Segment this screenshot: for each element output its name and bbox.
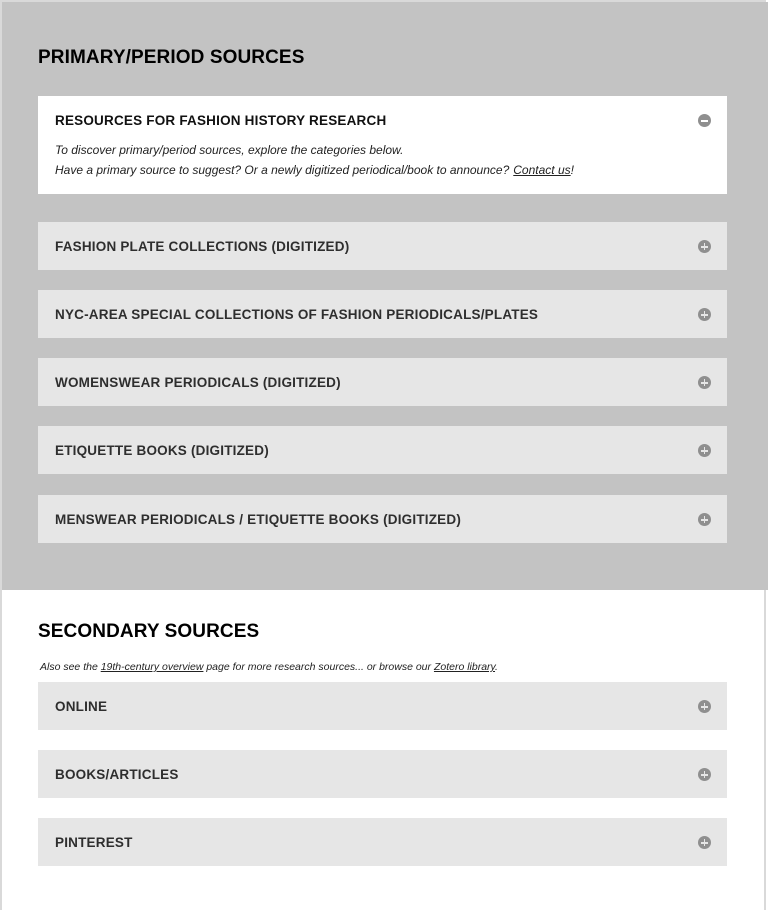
minus-circle-icon[interactable] bbox=[698, 114, 711, 127]
accordion-online[interactable] bbox=[38, 682, 727, 730]
accordion-nyc-special-collections[interactable] bbox=[38, 290, 727, 338]
accordion-header[interactable] bbox=[38, 818, 727, 866]
accordion-title: FASHION PLATE COLLECTIONS (DIGITIZED) bbox=[55, 239, 350, 254]
intro-line-2 bbox=[55, 160, 710, 180]
accordion-title: RESOURCES FOR FASHION HISTORY RESEARCH bbox=[55, 113, 387, 128]
zotero-library-link[interactable]: Zotero library bbox=[433, 661, 496, 673]
note-text-middle: page for more research sources... or browse our bbox=[203, 661, 434, 673]
accordion-header[interactable] bbox=[38, 222, 727, 270]
accordion-header[interactable] bbox=[38, 358, 727, 406]
plus-circle-icon[interactable] bbox=[698, 700, 711, 713]
accordion-title: NYC-AREA SPECIAL COLLECTIONS OF FASHION PERIODICALS/PLATES bbox=[55, 307, 539, 322]
plus-circle-icon[interactable] bbox=[698, 513, 711, 526]
plus-circle-icon[interactable] bbox=[698, 376, 711, 389]
accordion-menswear-periodicals[interactable] bbox=[38, 495, 727, 543]
accordion-fashion-plate-collections[interactable] bbox=[38, 222, 727, 270]
accordion-pinterest[interactable] bbox=[38, 818, 727, 866]
accordion-header[interactable] bbox=[38, 495, 727, 543]
secondary-section-title: SECONDARY SOURCES bbox=[38, 621, 260, 642]
accordion-title: WOMENSWEAR PERIODICALS (DIGITIZED) bbox=[55, 375, 341, 390]
plus-circle-icon[interactable] bbox=[698, 836, 711, 849]
intro-line-2-end: ! bbox=[570, 163, 574, 177]
accordion-books-articles[interactable] bbox=[38, 750, 727, 798]
accordion-header[interactable] bbox=[38, 290, 727, 338]
note-text-end: . bbox=[495, 661, 498, 673]
intro-line-1: To discover primary/period sources, explore the categories below. bbox=[55, 143, 404, 157]
accordion-title: PINTEREST bbox=[55, 835, 133, 850]
accordion-title: MENSWEAR PERIODICALS / ETIQUETTE BOOKS (DIGITIZED) bbox=[55, 512, 462, 527]
accordion-header[interactable] bbox=[38, 426, 727, 474]
accordion-title: BOOKS/ARTICLES bbox=[55, 767, 179, 782]
intro-line-2-text: Have a primary source to suggest? Or a newly digitized periodical/book to announce? bbox=[55, 163, 510, 177]
accordion-womenswear-periodicals[interactable] bbox=[38, 358, 727, 406]
plus-circle-icon[interactable] bbox=[698, 444, 711, 457]
accordion-resources-fashion-history bbox=[38, 96, 727, 194]
accordion-etiquette-books[interactable] bbox=[38, 426, 727, 474]
accordion-header[interactable] bbox=[38, 750, 727, 798]
secondary-note bbox=[40, 661, 498, 673]
note-text-start: Also see the bbox=[40, 661, 101, 673]
plus-circle-icon[interactable] bbox=[698, 240, 711, 253]
plus-circle-icon[interactable] bbox=[698, 308, 711, 321]
accordion-header[interactable] bbox=[38, 96, 727, 144]
accordion-title: ETIQUETTE BOOKS (DIGITIZED) bbox=[55, 443, 269, 458]
accordion-body bbox=[38, 140, 727, 194]
contact-us-link[interactable]: Contact us bbox=[513, 163, 571, 177]
primary-section-title: PRIMARY/PERIOD SOURCES bbox=[38, 47, 305, 68]
accordion-header[interactable] bbox=[38, 682, 727, 730]
overview-link[interactable]: 19th-century overview bbox=[100, 661, 204, 673]
accordion-title: ONLINE bbox=[55, 699, 108, 714]
plus-circle-icon[interactable] bbox=[698, 768, 711, 781]
